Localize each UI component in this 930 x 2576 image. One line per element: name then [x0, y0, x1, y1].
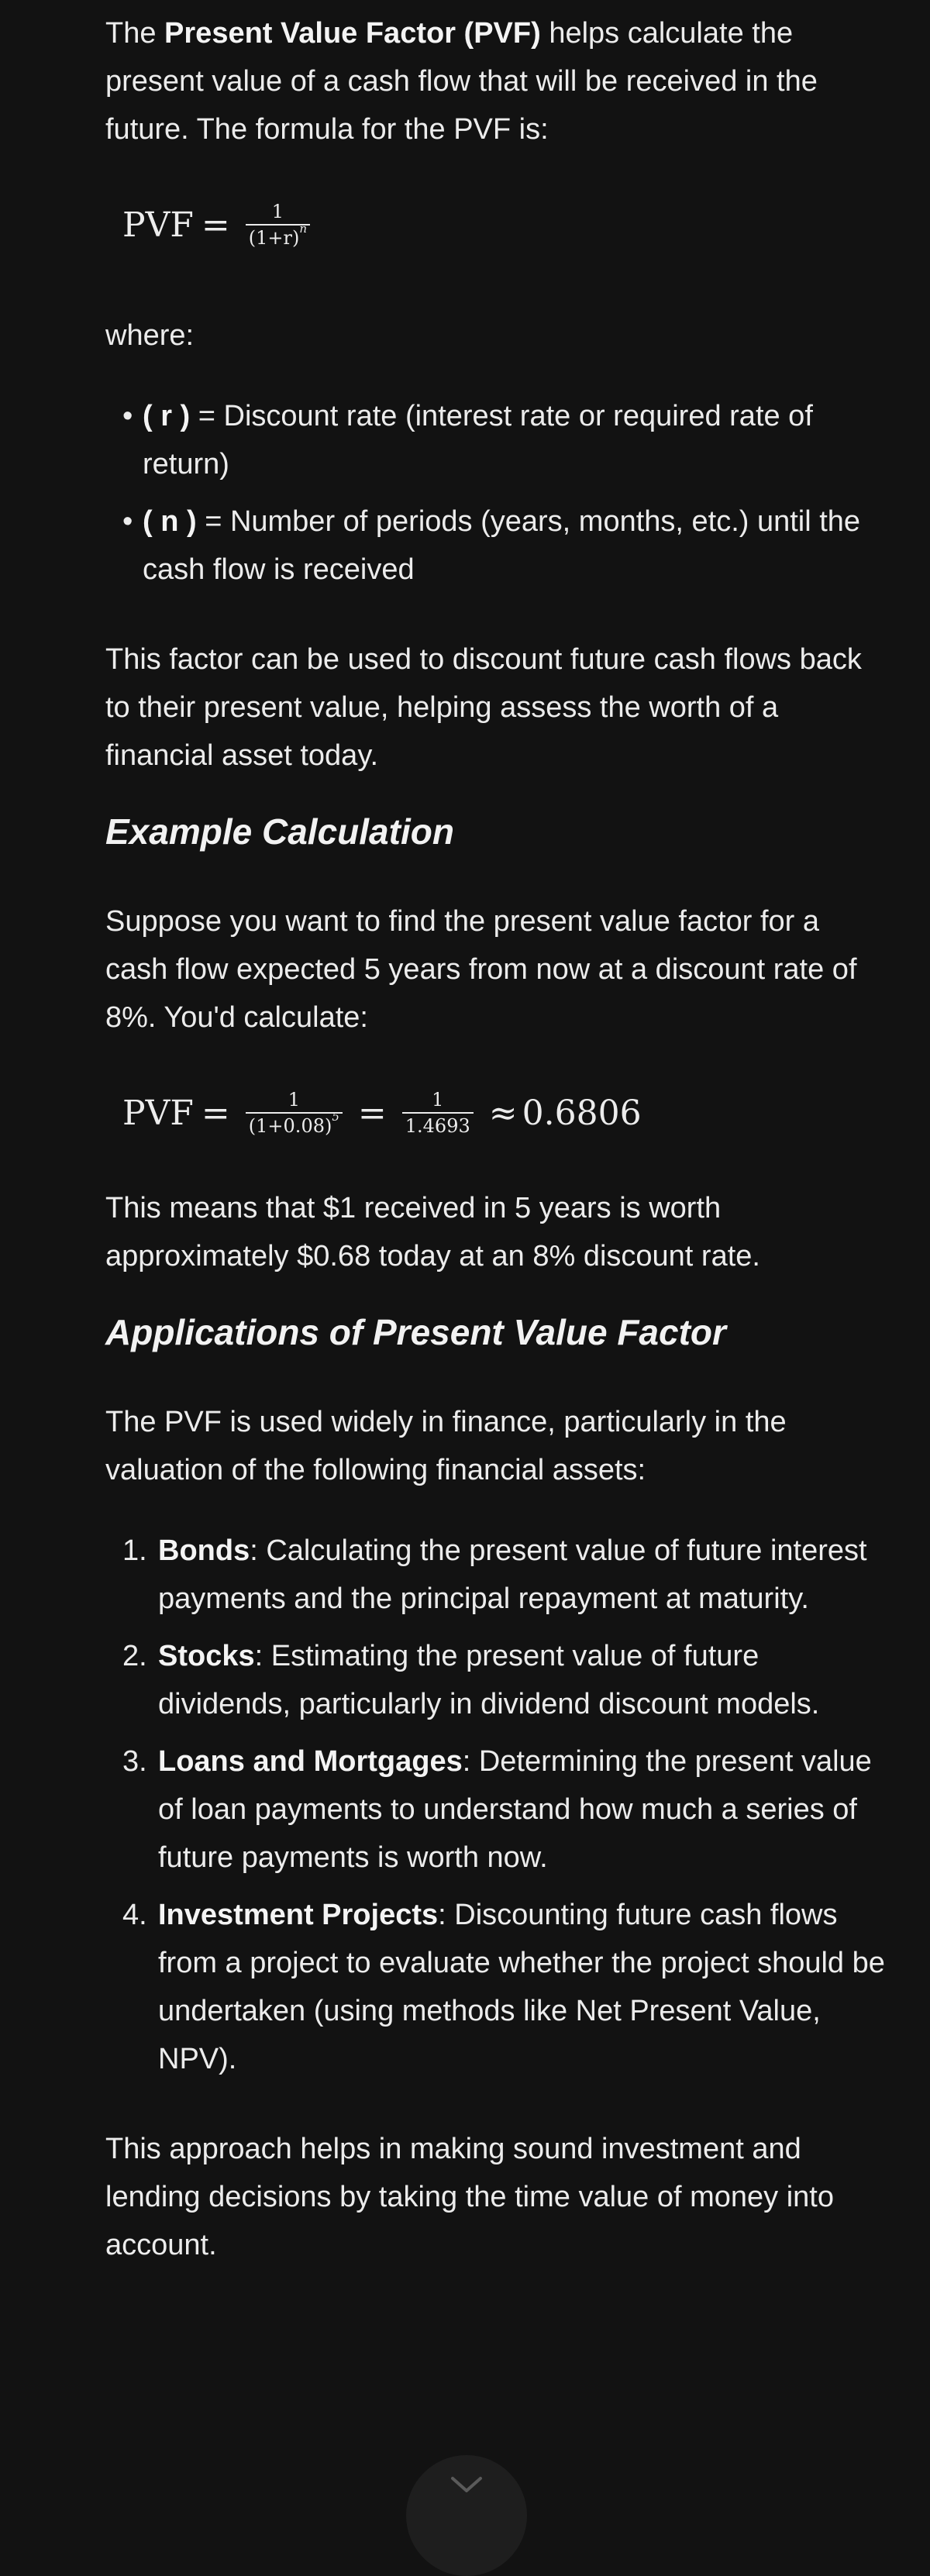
intro-paragraph: The Present Value Factor (PVF) helps calculate the present value of a cash flow that will be received in the future. The formula for the PVF is:: [105, 17, 818, 146]
example-meaning: This means that $1 received in 5 years is worth approximately $0.68 today at an 8% discount rate.: [105, 1192, 760, 1273]
list-item: 1. Bonds: Calculating the present value of future interest payments and the principal repayment at maturity.: [122, 1534, 867, 1615]
applications-list: [105, 1527, 888, 2083]
chevron-down-icon: [450, 2475, 484, 2495]
example-formula: PVF = $\frac{1}{(1+0.08)^5}$ = $\frac{1}{1.4693}$ ≈ 0.6806: [122, 1089, 642, 1137]
pvf-term: Present Value Factor (PVF): [164, 17, 541, 50]
list-item: • ( n ) = Number of periods (years, months, etc.) until the cash flow is received: [105, 498, 888, 594]
formula-fraction: $\frac{1}{(1+r)^n}$: [246, 201, 310, 249]
scroll-to-bottom-button[interactable]: [406, 2455, 527, 2576]
formula-lhs: PVF: [122, 205, 194, 245]
example-fraction-1: $\frac{1}{(1+0.08)^5}$: [246, 1089, 343, 1137]
variable-list: [105, 392, 888, 594]
formula-equals: =: [201, 205, 230, 245]
list-item: 3. Loans and Mortgages: Determining the present value of loan payments to understand how much a series of future payments is worth now.: [122, 1745, 872, 1874]
example-heading: Example Calculation: [105, 811, 454, 852]
factor-paragraph: This factor can be used to discount future cash flows back to their present value, helping assess the worth of a financial asset today.: [105, 643, 862, 772]
applications-heading: Applications of Present Value Factor: [105, 1312, 726, 1352]
list-item: • ( r ) = Discount rate (interest rate or required rate of return): [105, 392, 888, 488]
list-item: 4. Investment Projects: Discounting future cash flows from a project to evaluate whether the project should be undertaken (using methods like Net Present Value, NPV).: [122, 1899, 885, 2075]
bullet-icon: •: [122, 400, 133, 432]
pvf-formula: [122, 194, 888, 256]
applications-intro: The PVF is used widely in finance, particularly in the valuation of the following financial assets:: [105, 1406, 787, 1486]
example-paragraph: Suppose you want to find the present value factor for a cash flow expected 5 years from now at a discount rate of 8%. You'd calculate:: [105, 905, 857, 1034]
conclusion-paragraph: This approach helps in making sound investment and lending decisions by taking the time value of money into account.: [105, 2133, 834, 2261]
where-label: where:: [105, 319, 195, 352]
example-result: 0.6806: [522, 1093, 642, 1133]
list-item: 2. Stocks: Estimating the present value of future dividends, particularly in dividend discount models.: [122, 1640, 820, 1720]
chat-message: [105, 0, 888, 2269]
bullet-icon: •: [122, 505, 133, 538]
example-fraction-2: $\frac{1}{1.4693}$: [402, 1089, 474, 1137]
